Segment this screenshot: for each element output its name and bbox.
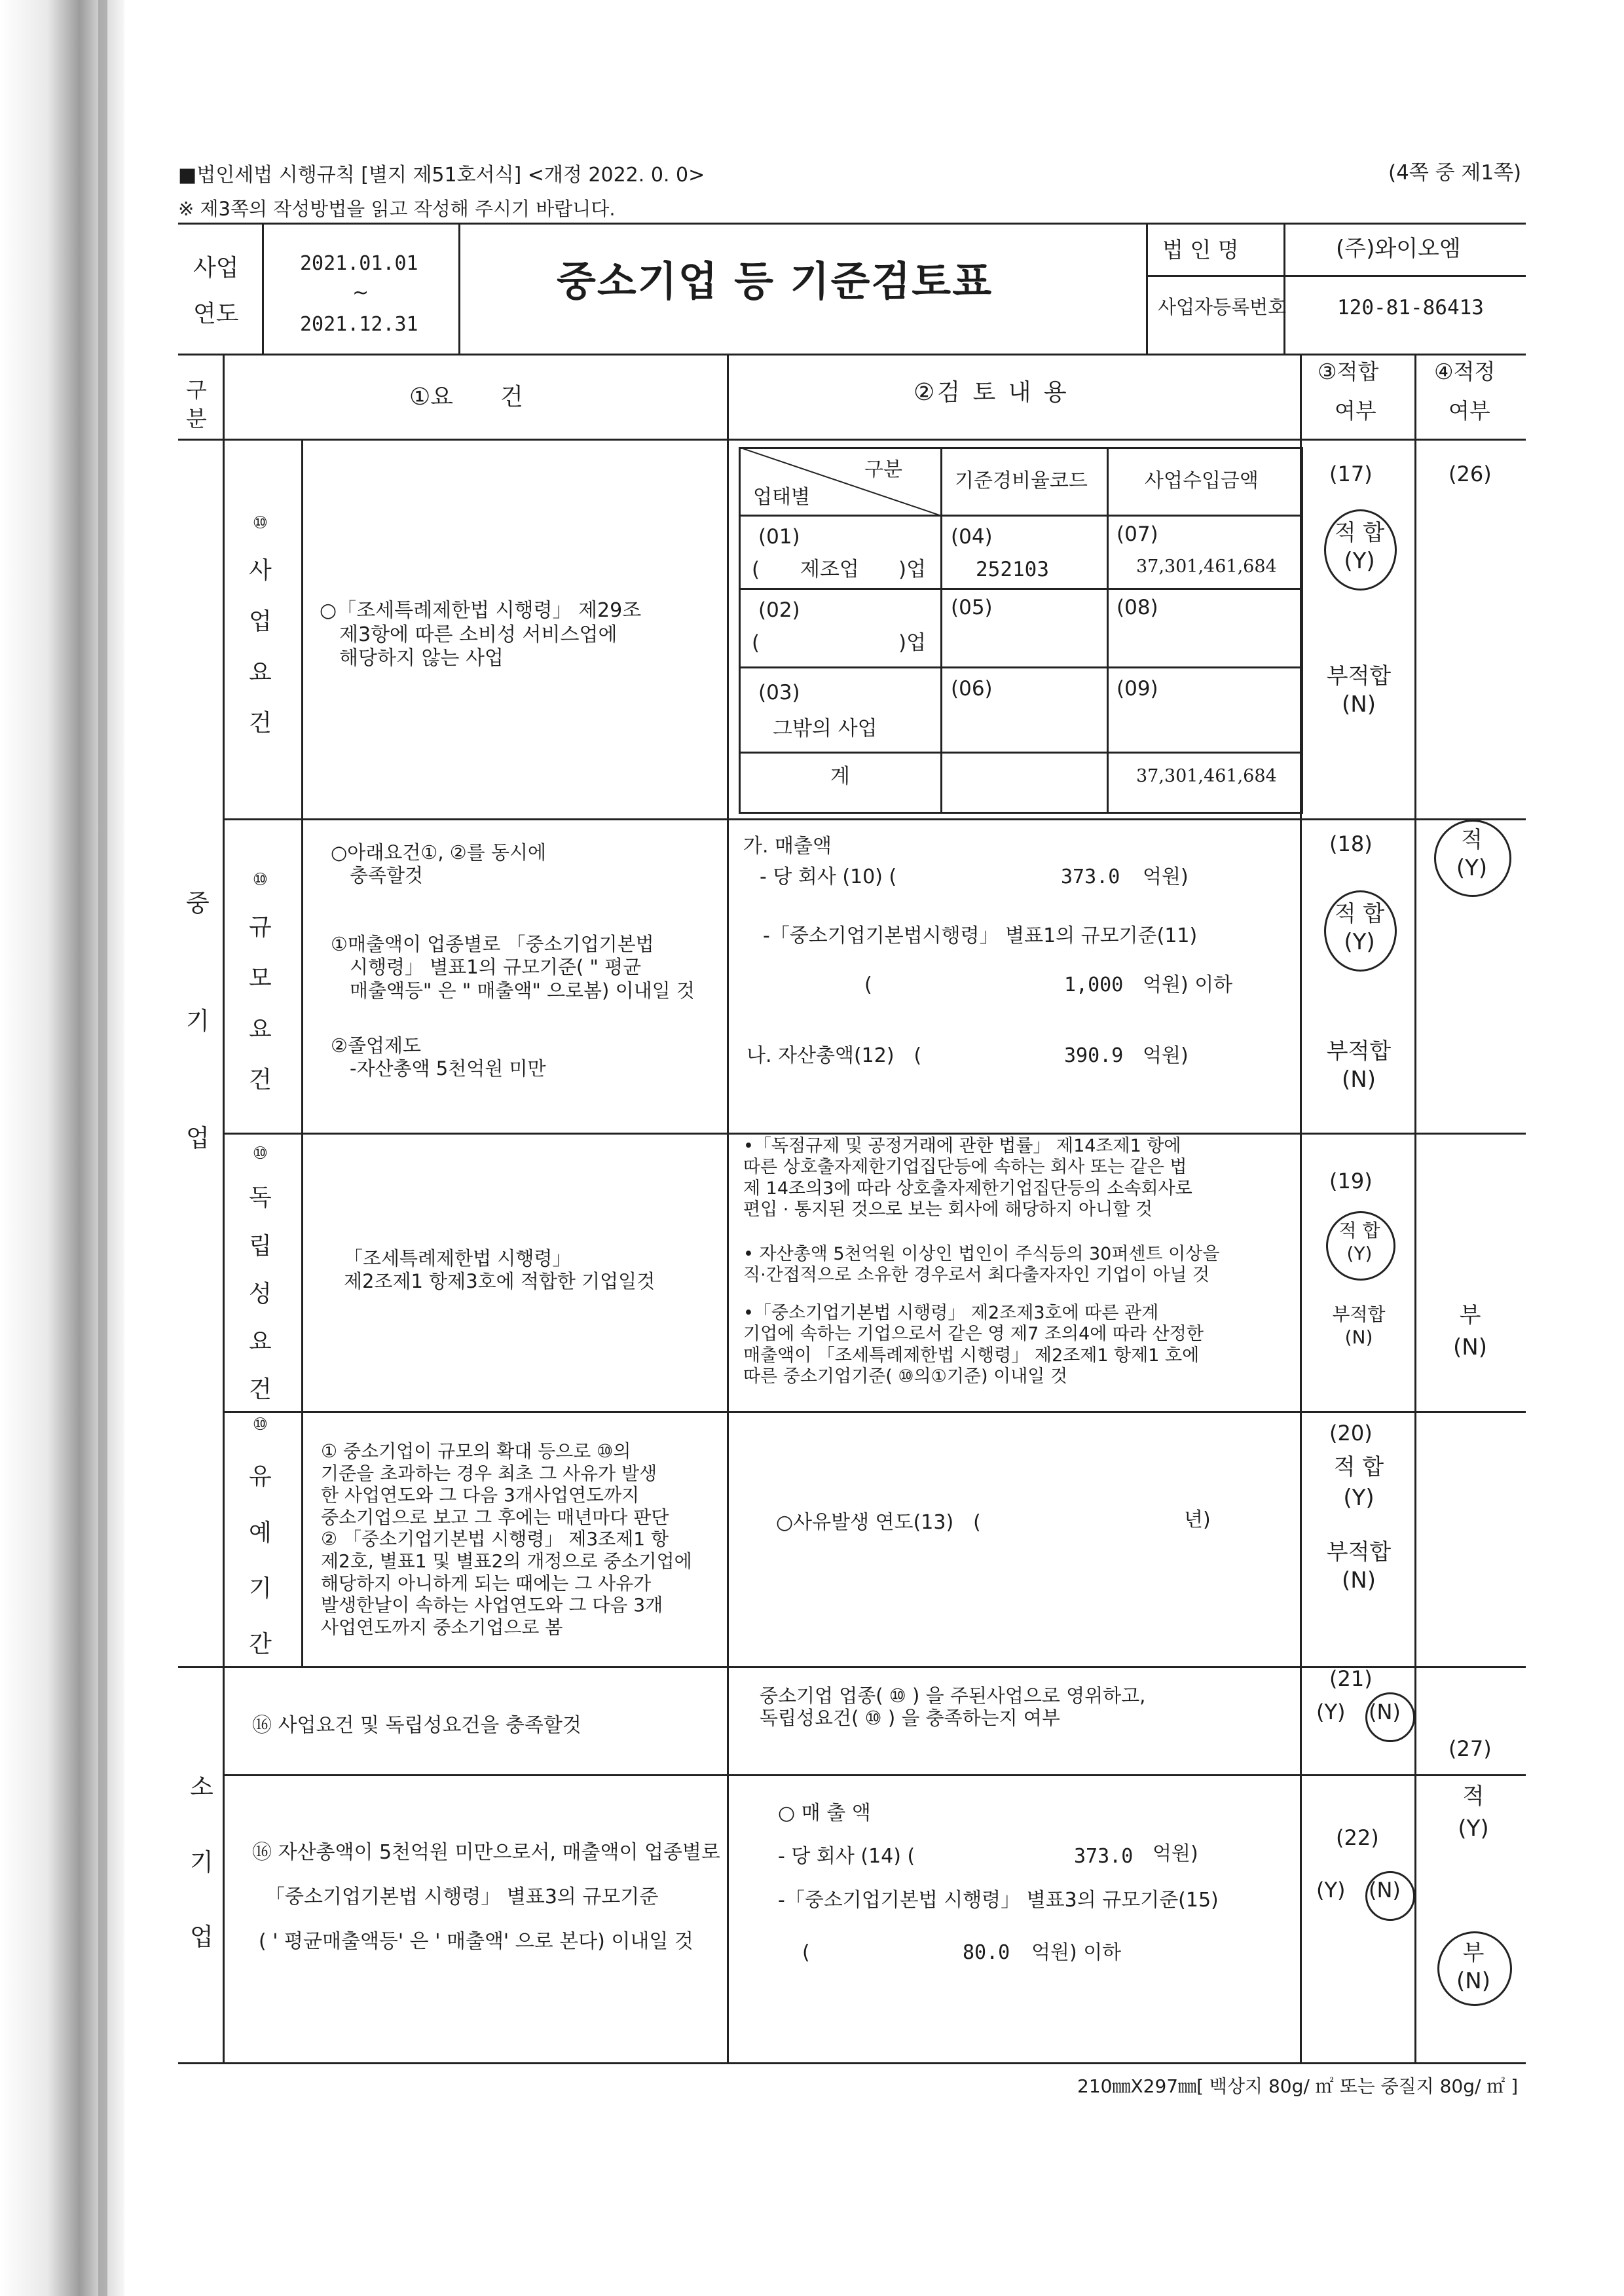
industry-row2-amount-no: (08) — [1116, 596, 1158, 619]
rule-title-col — [1146, 223, 1148, 354]
industry-total-amount: 37,301,461,684 — [1136, 766, 1277, 786]
col-fit-1: ③적합 — [1318, 359, 1379, 384]
period-start: 2021.01.01 — [300, 252, 418, 275]
rule-table-bottom — [178, 2062, 1526, 2064]
industry-row2-close: )업 — [898, 631, 927, 655]
row-106-fit-no: (22) — [1336, 1825, 1379, 1850]
row-105-proper-yes: 적 (Y) — [1458, 1783, 1489, 1842]
industry-head-amount: 사업수입금액 — [1145, 469, 1259, 492]
rule-fit-col — [1414, 354, 1416, 2062]
industry-row2-code-no: (05) — [951, 596, 993, 619]
biz-no-label: 사업자등록번호 — [1158, 296, 1287, 318]
period-tilde: ~ — [352, 282, 369, 304]
row-106-fit-y: (Y) — [1316, 1878, 1346, 1903]
page-title: 중소기업 등 기준검토표 — [557, 257, 993, 305]
industry-rule-1 — [739, 588, 1303, 590]
rule-header-bottom — [178, 354, 1526, 355]
industry-head-code: 기준경비율코드 — [955, 469, 1088, 492]
period-end: 2021.12.31 — [300, 313, 418, 336]
row-103-fit-yes: 적 합 (Y) — [1338, 1220, 1380, 1264]
rule-category-col — [223, 354, 225, 2062]
row-102-rev-company-value: 373.0 — [1061, 866, 1120, 888]
row-102-rev-standard-open: ( — [864, 974, 872, 996]
industry-rule-col-2 — [1107, 447, 1109, 814]
row-102-req-both: ○아래요건①, ②를 동시에 충족할것 — [331, 841, 547, 887]
row-105-requirement: ⑯ 사업요건 및 독립성요건을 충족할것 — [252, 1714, 581, 1737]
rule-105-bottom — [223, 1774, 1526, 1776]
business-year-label-1: 사업 — [193, 255, 239, 282]
row-106-rev-standard: -「중소기업기본법 시행령」 별표3의 규모기준(15) — [778, 1889, 1219, 1912]
row-105-fit-y: (Y) — [1316, 1700, 1346, 1724]
row-101-proper-no: (26) — [1449, 462, 1492, 486]
small-business-category-label: 소 기 업 — [190, 1773, 213, 1952]
rule-year-col — [262, 223, 264, 354]
rule-label-col — [301, 439, 303, 1666]
industry-row2-open: ( — [752, 631, 760, 655]
instruction-note: ※ 제3쪽의 작성방법을 읽고 작성해 주시기 바랍니다. — [178, 198, 616, 220]
row-102-rev-company-unit: 억원) — [1143, 866, 1189, 888]
row-102-rev-standard: -「중소기업기본법시행령」 별표1의 규모기준(11) — [763, 924, 1198, 947]
row-106-req-3: ( ' 평균매출액등' 은 ' 매출액' 으로 본다) 이내일 것 — [259, 1930, 693, 1953]
col-category: 구 분 — [186, 377, 207, 431]
row-106-rev-company: - 당 회사 (14) ( — [778, 1845, 915, 1868]
row-101-fit-yes: 적 합 (Y) — [1334, 520, 1385, 574]
rule-period-col — [458, 223, 460, 354]
row-101-fit-no: (17) — [1329, 462, 1373, 486]
row-106-req-2: 「중소기업기본법 시행령」 별표3의 규모기준 — [265, 1886, 659, 1908]
row-106-rev-company-unit: 억원) — [1153, 1842, 1198, 1865]
industry-row1-amount: 37,301,461,684 — [1136, 556, 1277, 577]
row-103-requirement: 「조세특례제한법 시행령」 제2조제1 항제3호에 적합한 기업일것 — [344, 1247, 655, 1293]
row-103-review-2: • 자산총액 5천억원 이상인 법인이 주식등의 30퍼센트 이상을 직·간접적으로 소유한 경우로서 최다출자자인 기업이 아닐 것 — [743, 1244, 1220, 1286]
row-104-requirement: ① 중소기업이 규모의 확대 등으로 ⑩의 기준을 초과하는 경우 최초 그 사유가 발생 한 사업연도와 그 다음 3개사업연도까지 중소기업으로 보고 그 후에는 매년마다 판단 ② 「중소기업기본법 시행령」 제3조제1 항 제2호, 별표1 및 별표2의 개정으로 중소기업에 해당하지 아니하게 되는 때에는 그 사유가 발생한날이 속하는 사업연도와 그 다음 3개 사업연도까지 중소기업으로 봄 — [321, 1440, 692, 1638]
row-102-rev-assets: 나. 자산총액(12) ( — [747, 1044, 922, 1067]
row-102-rev-standard-value: 1,000 — [1064, 974, 1124, 996]
row-101-requirement: ○「조세특례제한법 시행령」 제29조 제3항에 따른 소비성 서비스업에 해당하지 않는 사업 — [320, 599, 642, 670]
row-103-label: ⑩ 독 립 성 요 건 — [249, 1144, 272, 1404]
row-106-rev-sales: ○ 매 출 액 — [778, 1802, 871, 1825]
paper-spec-footer: 210㎜X297㎜[ 백상지 80g/ ㎡ 또는 중질지 80g/ ㎡ ] — [1077, 2075, 1519, 2097]
rule-corp-mid — [1146, 275, 1526, 277]
col-requirement: ①요 건 — [409, 384, 523, 410]
row-106-fit-n: (N) — [1369, 1878, 1401, 1903]
row-106-rev-company-value: 373.0 — [1074, 1845, 1134, 1868]
row-101-label: ⑩ 사 업 요 건 — [249, 513, 272, 737]
industry-row1-code: 252103 — [976, 558, 1049, 581]
row-106-req-1: ⑯ 자산총액이 5천억원 미만으로서, 매출액이 업종별로 — [252, 1841, 720, 1864]
row-102-rev-assets-value: 390.9 — [1064, 1044, 1124, 1067]
row-104-label: ⑩ 유 예 기 간 — [249, 1415, 272, 1658]
col-review: ②검 토 내 용 — [913, 379, 1069, 406]
industry-row3-label: 그밖의 사업 — [773, 717, 877, 740]
corp-name: (주)와이오엠 — [1336, 236, 1461, 262]
row-105-fit-n: (N) — [1369, 1700, 1401, 1724]
industry-row1-label: 제조업 — [800, 558, 859, 581]
industry-row1-no: (01) — [758, 525, 800, 549]
industry-row3-no: (03) — [758, 681, 800, 704]
rule-sme-bottom — [178, 1666, 1526, 1668]
row-105-fit-no: (21) — [1329, 1666, 1373, 1691]
row-104-fit-no: (20) — [1329, 1421, 1373, 1446]
row-103-fit-no: (19) — [1329, 1169, 1373, 1194]
industry-row1-open: ( — [752, 558, 760, 581]
industry-row3-code-no: (06) — [951, 677, 993, 701]
rule-101-bottom — [223, 818, 1526, 820]
row-106-proper-no: 부 (N) — [1456, 1940, 1490, 1994]
row-103-proper-no: 부 (N) — [1453, 1302, 1487, 1361]
row-102-rev-sales: 가. 매출액 — [743, 835, 832, 858]
sme-category-label: 중 기 업 — [186, 889, 210, 1153]
row-103-review-1: •「독점규제 및 공정거래에 관한 법률」 제14조제1 항에 따른 상호출자제한기업집단등에 속하는 회사 또는 같은 법 제 14조의3에 따라 상호출자제한기업집단등의 소속회사로 편입 · 통지된 것으로 보는 회사에 해당하지 아니할 것 — [743, 1136, 1192, 1220]
col-proper-1: ④적정 — [1434, 359, 1496, 384]
industry-row3-amount-no: (09) — [1116, 677, 1158, 701]
col-proper-2: 여부 — [1449, 398, 1490, 424]
industry-head-category: 구분 — [864, 458, 902, 481]
industry-total-label: 계 — [830, 765, 850, 788]
rule-102-bottom — [223, 1133, 1526, 1135]
row-104-review-unit: 년) — [1184, 1508, 1211, 1531]
row-102-req-sales: ①매출액이 업종별로 「중소기업기본법 시행령」 별표1의 규모기준( " 평균 매출액등" 은 " 매출액" 으로봄) 이내일 것 — [331, 933, 695, 1002]
industry-row1-code-no: (04) — [951, 525, 993, 549]
row-104-fit-no-option: 부적합 (N) — [1326, 1539, 1392, 1594]
business-year-label-2: 연도 — [193, 301, 239, 327]
row-103-fit-no-option: 부적합 (N) — [1332, 1303, 1386, 1348]
industry-rule-2 — [739, 666, 1303, 668]
row-101-fit-no-option: 부적합 (N) — [1326, 663, 1392, 718]
row-102-fit-yes: 적 합 (Y) — [1334, 901, 1385, 955]
form-reference: ■법인세법 시행규칙 [별지 제51호서식] <개정 2022. 0. 0> — [178, 164, 705, 187]
page-info: (4쪽 중 제1쪽) — [1388, 161, 1522, 185]
row-102-rev-standard-unit: 억원) 이하 — [1143, 974, 1233, 996]
col-fit-2: 여부 — [1335, 398, 1376, 424]
row-102-fit-no: (18) — [1329, 831, 1373, 856]
row-102-req-graduation: ②졸업제도 -자산총액 5천억원 미만 — [331, 1034, 546, 1080]
row-105-proper-no: (27) — [1449, 1736, 1492, 1761]
row-104-review: ○사유발생 연도(13) ( — [776, 1511, 981, 1534]
industry-head-type: 업태별 — [753, 486, 810, 509]
industry-row1-amount-no: (07) — [1116, 522, 1158, 546]
industry-row2-no: (02) — [758, 598, 800, 622]
row-106-rev-standard-unit: 억원) 이하 — [1031, 1941, 1122, 1964]
row-104-fit-yes: 적 합 (Y) — [1333, 1454, 1384, 1511]
row-102-proper-yes: 적 (Y) — [1456, 827, 1488, 881]
row-102-rev-assets-unit: 억원) — [1143, 1044, 1189, 1067]
industry-row1-close: )업 — [898, 558, 927, 581]
rule-top — [178, 223, 1526, 225]
row-102-label: ⑩ 규 모 요 건 — [249, 870, 272, 1094]
row-106-rev-standard-value: 80.0 — [963, 1941, 1010, 1964]
row-102-fit-no-option: 부적합 (N) — [1326, 1038, 1392, 1093]
scan-binding-shadow — [98, 0, 107, 2296]
row-106-rev-standard-open: ( — [802, 1941, 810, 1964]
biz-no: 120-81-86413 — [1337, 296, 1484, 319]
rule-requirement-col — [727, 354, 729, 2062]
row-105-review: 중소기업 업종( ⑩ ) 을 주된사업으로 영위하고, 독립성요건( ⑩ ) 을 충족하는지 여부 — [760, 1685, 1146, 1730]
row-103-review-3: •「중소기업기본법 시행령」 제2조제3호에 따른 관계 기업에 속하는 기업으로서 같은 영 제7 조의4에 따라 산정한 매출액이 「조세특례제한법 시행령」 제2조제1 항제1 호에 따른 중소기업기준( ⑩의①기준) 이내일 것 — [743, 1303, 1204, 1387]
rule-colhead-bottom — [178, 439, 1526, 441]
rule-corp-label-col — [1283, 223, 1285, 354]
industry-rule-3 — [739, 752, 1303, 754]
row-102-rev-company: - 당 회사 (10) ( — [760, 866, 897, 888]
rule-103-bottom — [223, 1411, 1526, 1413]
corp-name-label: 법 인 명 — [1162, 237, 1239, 263]
